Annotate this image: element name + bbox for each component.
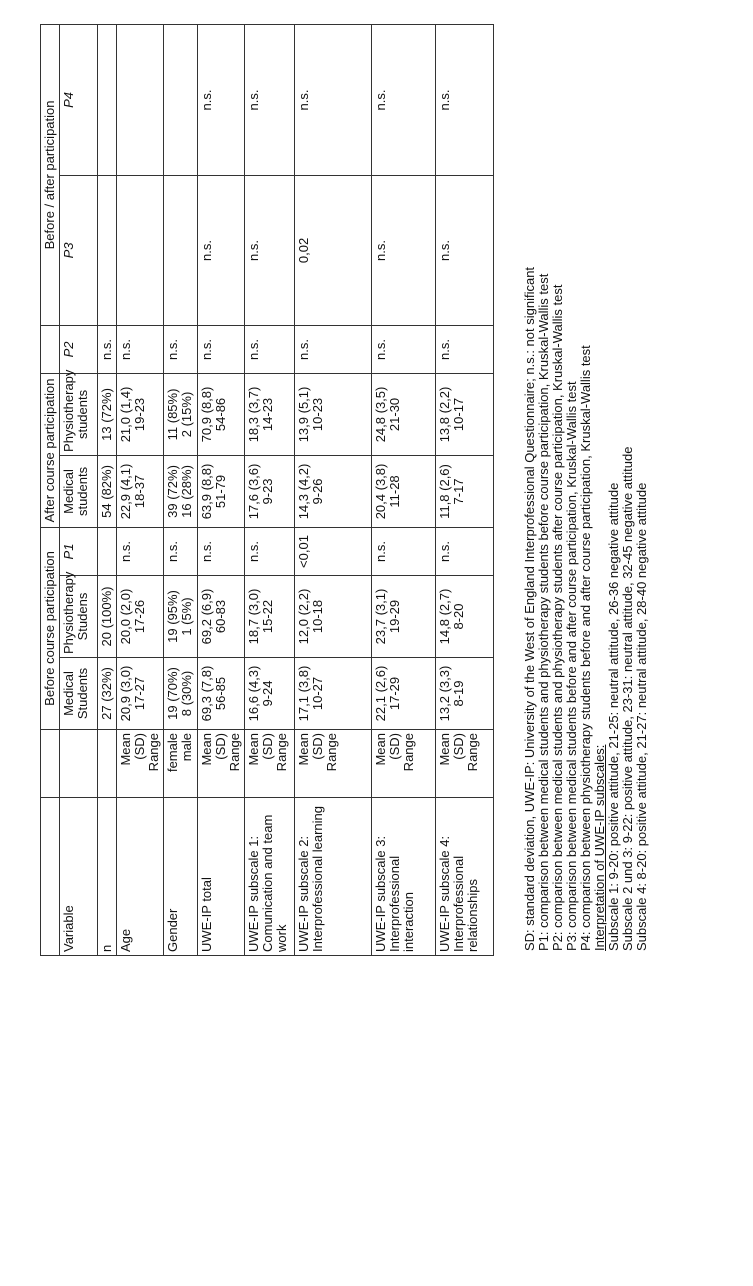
table-notes [523,31,649,951]
cell-p1: n.s. [436,527,494,575]
note-line: P1: comparison between medical students and physiotherapy students before course participation, Kruskal-Wallis test [536,273,551,951]
cell-p1: n.s. [198,527,245,575]
cell-variable: UWE-IP subscale 3: Interprofessional interaction [372,798,436,956]
cell-p1: <0,01 [295,527,372,575]
cell-p4 [98,24,117,175]
cell-pb: 20,0 (2,0) 17-26 [117,576,164,658]
table-row [117,24,164,955]
empty-cell [41,325,60,373]
cell-stat [98,730,117,798]
group-before: Before course participation [41,527,60,729]
cell-variable: UWE-IP subscale 1: Comunication and team work [245,798,295,956]
note-line: Subscale 2 und 3: 9-22: positive attitude, 23-31: neutral attitude, 32-45 negative attitude [620,446,635,951]
table-row [245,24,295,955]
cell-p3: n.s. [436,175,494,325]
cell-pb: 23,7 (3,1) 19-29 [372,576,436,658]
cell-p2: n.s. [98,325,117,373]
cell-pb: 18,7 (3,0) 15-22 [245,576,295,658]
cell-stat: Mean (SD) Range [436,730,494,798]
cell-pa: 11 (85%) 2 (15%) [164,373,198,455]
cell-ma: 20,4 (3,8) 11-28 [372,455,436,527]
cell-p4 [117,24,164,175]
column-header-row [60,24,98,955]
cell-pa: 24,8 (3,5) 21-30 [372,373,436,455]
header-p4: P4 [60,24,98,175]
cell-p2: n.s. [295,325,372,373]
results-table [40,24,494,956]
cell-p2: n.s. [245,325,295,373]
table-body [98,24,494,955]
header-physio-before: Physiotherapy Studens [60,576,98,658]
note-line: Interpretation of UWE-IP subscales: [592,744,607,951]
note-line: SD: standard deviation, UWE-IP: University of the West of England Interprofessional Questionnaire; n.s.: not significant [522,266,537,951]
cell-pb: 12,0 (2,2) 10-18 [295,576,372,658]
table-row [198,24,245,955]
header-p3: P3 [60,175,98,325]
cell-pb: 20 (100%) [98,576,117,658]
cell-p3 [98,175,117,325]
note-line: P4: comparison between physiotherapy students before and after course participation, Kruskal-Wallis test [578,345,593,951]
cell-mb: 69,3 (7,8) 56-85 [198,658,245,730]
cell-ma: 14,3 (4,2) 9-26 [295,455,372,527]
group-header-row [41,24,60,955]
cell-mb: 13,2 (3,3) 8-19 [436,658,494,730]
cell-pa: 18,3 (3,7) 14-23 [245,373,295,455]
cell-p2: n.s. [436,325,494,373]
cell-p1: n.s. [117,527,164,575]
cell-p4: n.s. [295,24,372,175]
cell-variable: Age [117,798,164,956]
cell-mb: 19 (70%) 8 (30%) [164,658,198,730]
cell-p4: n.s. [245,24,295,175]
cell-ma: 54 (82%) [98,455,117,527]
cell-p1: n.s. [164,527,198,575]
cell-p3 [164,175,198,325]
cell-p4 [164,24,198,175]
cell-stat: Mean (SD) Range [372,730,436,798]
cell-p2: n.s. [372,325,436,373]
header-p1: P1 [60,527,98,575]
group-before-after: Before / after participation [41,24,60,325]
cell-p3: n.s. [198,175,245,325]
table-row [436,24,494,955]
cell-p4: n.s. [436,24,494,175]
cell-p1: n.s. [245,527,295,575]
note-line: Subscale 1: 9-20: positive attitude, 21-25: neutral attitude, 26-36 negative attitude [606,482,621,951]
cell-mb: 16,6 (4,3) 9-24 [245,658,295,730]
note-line: P2: comparison between medical students and physiotherapy students after course participation, Kruskal-Wallis test [550,284,565,951]
cell-stat: Mean (SD) Range [245,730,295,798]
cell-variable: n [98,798,117,956]
cell-ma: 11,8 (2,6) 7-17 [436,455,494,527]
cell-variable: UWE-IP subscale 2: Interprofessional learning [295,798,372,956]
table-row [372,24,436,955]
header-variable: Variable [60,798,98,956]
cell-pb: 69,2 (6,9) 60-83 [198,576,245,658]
empty-cell [41,730,60,798]
cell-ma: 22,9 (4,1) 18-37 [117,455,164,527]
cell-pa: 21,0 (1,4) 19-23 [117,373,164,455]
cell-p3: 0,02 [295,175,372,325]
cell-p1 [98,527,117,575]
cell-pa: 13,9 (5,1) 10-23 [295,373,372,455]
cell-variable: UWE-IP subscale 4: Interprofessional relationships [436,798,494,956]
cell-mb: 17,1 (3,8) 10-27 [295,658,372,730]
cell-p4: n.s. [372,24,436,175]
cell-stat: Mean (SD) Range [198,730,245,798]
cell-p3: n.s. [245,175,295,325]
cell-pb: 14,8 (2,7) 8-20 [436,576,494,658]
note-line: P3: comparison between medical students before and after course participation, Kruskal-Wallis test [564,381,579,951]
cell-p4: n.s. [198,24,245,175]
cell-variable: UWE-IP total [198,798,245,956]
cell-pa: 70,9 (8,8) 54-86 [198,373,245,455]
cell-pa: 13,8 (2,2) 10-17 [436,373,494,455]
cell-pb: 19 (95%) 1 (5%) [164,576,198,658]
cell-p3 [117,175,164,325]
header-physio-after: Physiotherapy students [60,373,98,455]
cell-p2: n.s. [198,325,245,373]
cell-stat: Mean (SD) Range [295,730,372,798]
table-row [295,24,372,955]
table-row [98,24,117,955]
cell-ma: 39 (72%) 16 (28%) [164,455,198,527]
table-row [164,24,198,955]
header-p2: P2 [60,325,98,373]
cell-stat: Mean (SD) Range [117,730,164,798]
empty-cell [41,798,60,956]
group-after: After course participation [41,373,60,527]
header-medical-after: Medical students [60,455,98,527]
cell-mb: 27 (32%) [98,658,117,730]
header-medical-before: Medical Students [60,658,98,730]
cell-stat: female male [164,730,198,798]
cell-p3: n.s. [372,175,436,325]
cell-variable: Gender [164,798,198,956]
cell-ma: 17,6 (3,6) 9-23 [245,455,295,527]
cell-ma: 63,9 (8,8) 51-79 [198,455,245,527]
note-line: Subscale 4: 8-20: positive attitude, 21-27: neutral attitude, 28-40 negative attitude [634,482,649,951]
cell-p2: n.s. [164,325,198,373]
header-stat [60,730,98,798]
cell-mb: 22,1 (2,6) 17-29 [372,658,436,730]
cell-p2: n.s. [117,325,164,373]
cell-p1: n.s. [372,527,436,575]
cell-mb: 20,9 (3,0) 17-27 [117,658,164,730]
cell-pa: 13 (72%) [98,373,117,455]
